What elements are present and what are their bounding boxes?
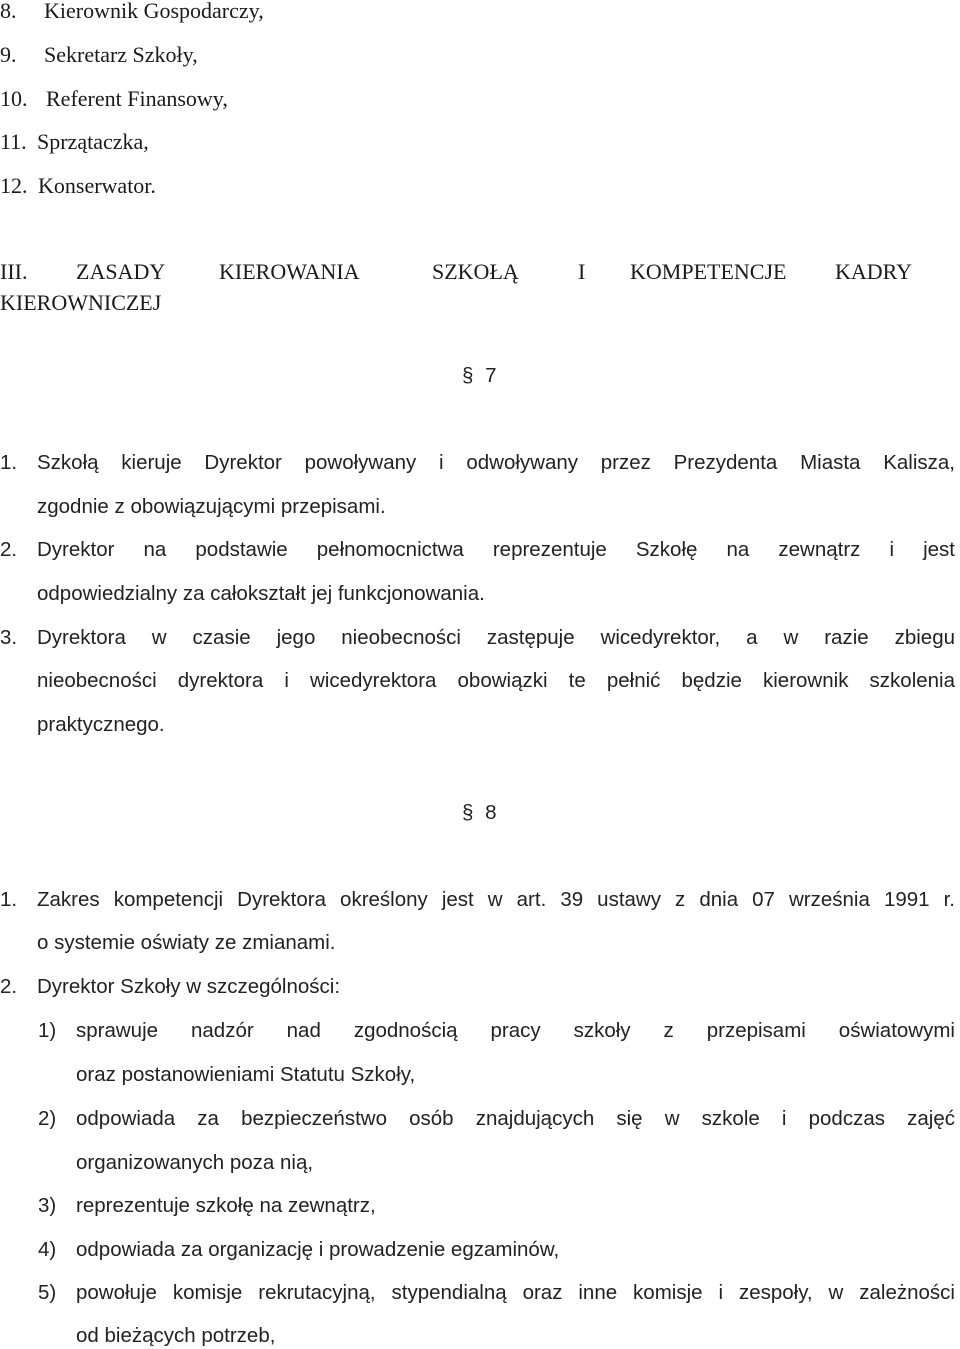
document-page: 8. Kierownik Gospodarczy, 9. Sekretarz Szkoły, 10. Referent Finansowy, 11. Sprzątaczka, 12. Konserwator. III. ZASADY KIEROWANIA SZKOŁĄ I KOMPETENCJE KADRY KIEROWNICZEJ § 7 1. Szkołą kieruje Dyrektor powoływany i odwoływany przez Prezydenta Miasta Kalisza, zgodnie z obowiązującymi przepisami. 2. Dyrektor na podstawie pełnomocnictwa reprezentuje Szkołę na zewnątrz i jest odpowiedzialny za całokształt jej funkcjonowania. 3. Dyrektora w czasie jego nieobecności zastępuje wicedyrektor, a w razie zbiegu nieobecności dyrektora i wicedyrektora obowiązki te pełnić będzie kierownik szkolenia praktycznego. § 8 1. Zakres kompetencji Dyrektora określony jest w art. 39 ustawy z dnia 07 września 1991 r. o systemie oświaty ze zmianami. 2. Dyrektor Szkoły w szczególności: 1) sprawuje nadzór nad zgodnością pracy szkoły z przepisami oświatowymi oraz postanowieniami Statutu Szkoły, 2) odpowiada za bezpieczeństwo osób znajdujących się w szkole i podczas zajęć organizowanych poza nią, 3) reprezentuje szkołę na zewnątrz, 4) odpowiada za organizację i prowadzenie egzaminów, 5) powołuje komisje rekrutacyjną, stypendialną oraz inne komisje i zespoły, w zależności od bieżących potrzeb, (0, 0, 960, 1349)
section-heading: § 8 (462, 801, 497, 824)
section-heading: § 7 (462, 364, 497, 387)
